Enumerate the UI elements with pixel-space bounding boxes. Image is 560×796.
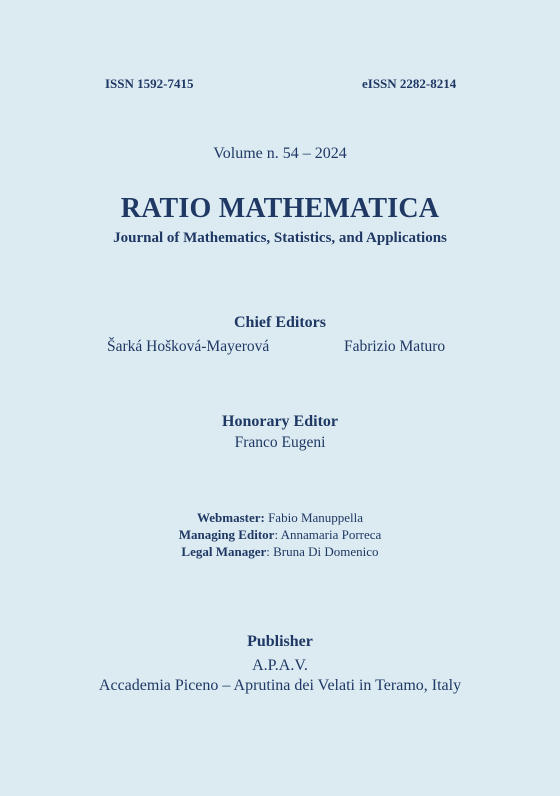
publisher-abbreviation: A.P.A.V. xyxy=(252,657,308,674)
staff-role: Legal Manager xyxy=(181,544,267,559)
staff-name: : Bruna Di Domenico xyxy=(266,544,379,559)
publisher-full-name: Accademia Piceno – Aprutina dei Velati in Teramo, Italy xyxy=(98,677,462,694)
chief-editors-heading: Chief Editors xyxy=(234,314,326,331)
staff-name: Fabio Manuppella xyxy=(264,510,364,525)
staff-legal-manager xyxy=(0,544,560,560)
publisher-heading: Publisher xyxy=(247,633,313,650)
issn-electronic: eISSN 2282-8214 xyxy=(362,76,457,91)
journal-title: RATIO MATHEMATICA xyxy=(120,193,440,224)
chief-editor-name-2: Fabrizio Maturo xyxy=(344,338,446,355)
volume-line: Volume n. 54 – 2024 xyxy=(213,145,347,162)
journal-subtitle: Journal of Mathematics, Statistics, and Applications xyxy=(113,230,447,246)
honorary-editor-name: Franco Eugeni xyxy=(234,434,326,451)
staff-role: Webmaster: xyxy=(196,510,265,525)
chief-editor-name-1: Šarká Hošková-Mayerová xyxy=(107,338,270,355)
issn-print: ISSN 1592-7415 xyxy=(105,76,194,91)
honorary-editor-heading: Honorary Editor xyxy=(222,413,338,430)
staff-managing-editor xyxy=(0,527,560,543)
staff-webmaster xyxy=(0,510,560,526)
staff-name: : Annamaria Porreca xyxy=(274,527,382,542)
staff-role: Managing Editor xyxy=(178,527,275,542)
